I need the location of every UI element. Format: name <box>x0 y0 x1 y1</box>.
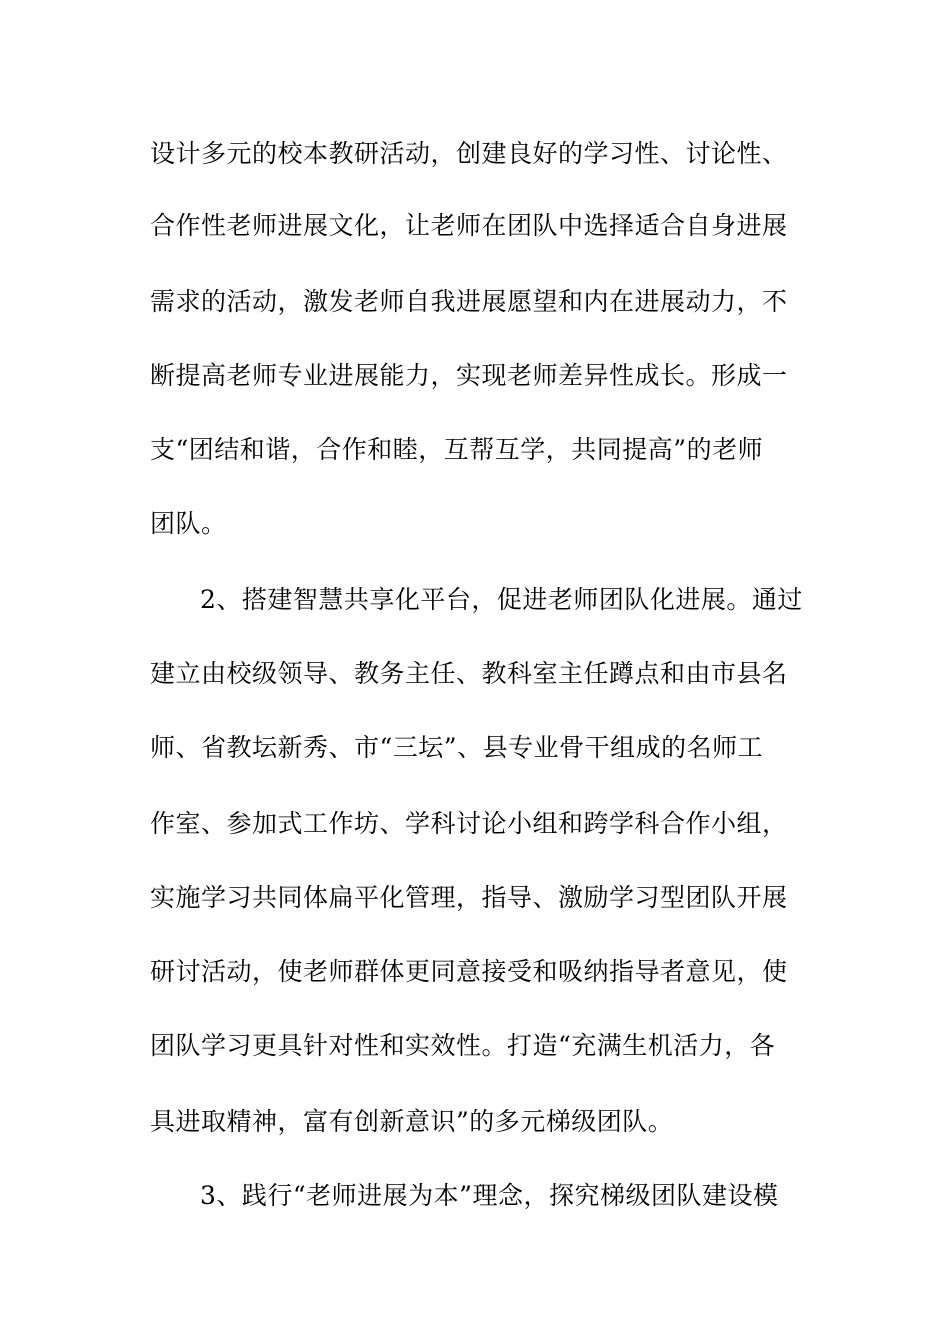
text-line: 师、省教坛新秀、市“三坛”、县专业骨干组成的名师工 <box>150 733 764 762</box>
paragraph-start-line: 2、搭建智慧共享化平台，促进老师团队化进展。通过 <box>200 585 803 614</box>
text-line: 需求的活动，激发老师自我进展愿望和内在进展动力，不 <box>150 287 788 316</box>
text-line: 断提高老师专业进展能力，实现老师差异性成长。形成一 <box>150 361 788 390</box>
text-line: 支“团结和谐，合作和睦，互帮互学，共同提高”的老师 <box>150 435 764 464</box>
text-line: 团队。 <box>150 509 227 538</box>
text-line: 设计多元的校本教研活动，创建良好的学习性、讨论性、 <box>150 139 788 168</box>
text-line: 研讨活动，使老师群体更同意接受和吸纳指导者意见，使 <box>150 957 788 986</box>
text-line: 具进取精神，富有创新意识”的多元梯级团队。 <box>150 1107 674 1136</box>
text-line: 合作性老师进展文化，让老师在团队中选择适合自身进展 <box>150 211 788 240</box>
text-line: 团队学习更具针对性和实效性。打造“充满生机活力，各 <box>150 1031 776 1060</box>
text-line: 实施学习共同体扁平化管理，指导、激励学习型团队开展 <box>150 883 788 912</box>
paragraph-start-line: 3、践行“老师进展为本”理念，探究梯级团队建设模 <box>200 1181 779 1210</box>
text-line: 作室、参加式工作坊、学科讨论小组和跨学科合作小组， <box>150 809 788 838</box>
text-line: 建立由校级领导、教务主任、教科室主任蹲点和由市县名 <box>150 659 788 688</box>
